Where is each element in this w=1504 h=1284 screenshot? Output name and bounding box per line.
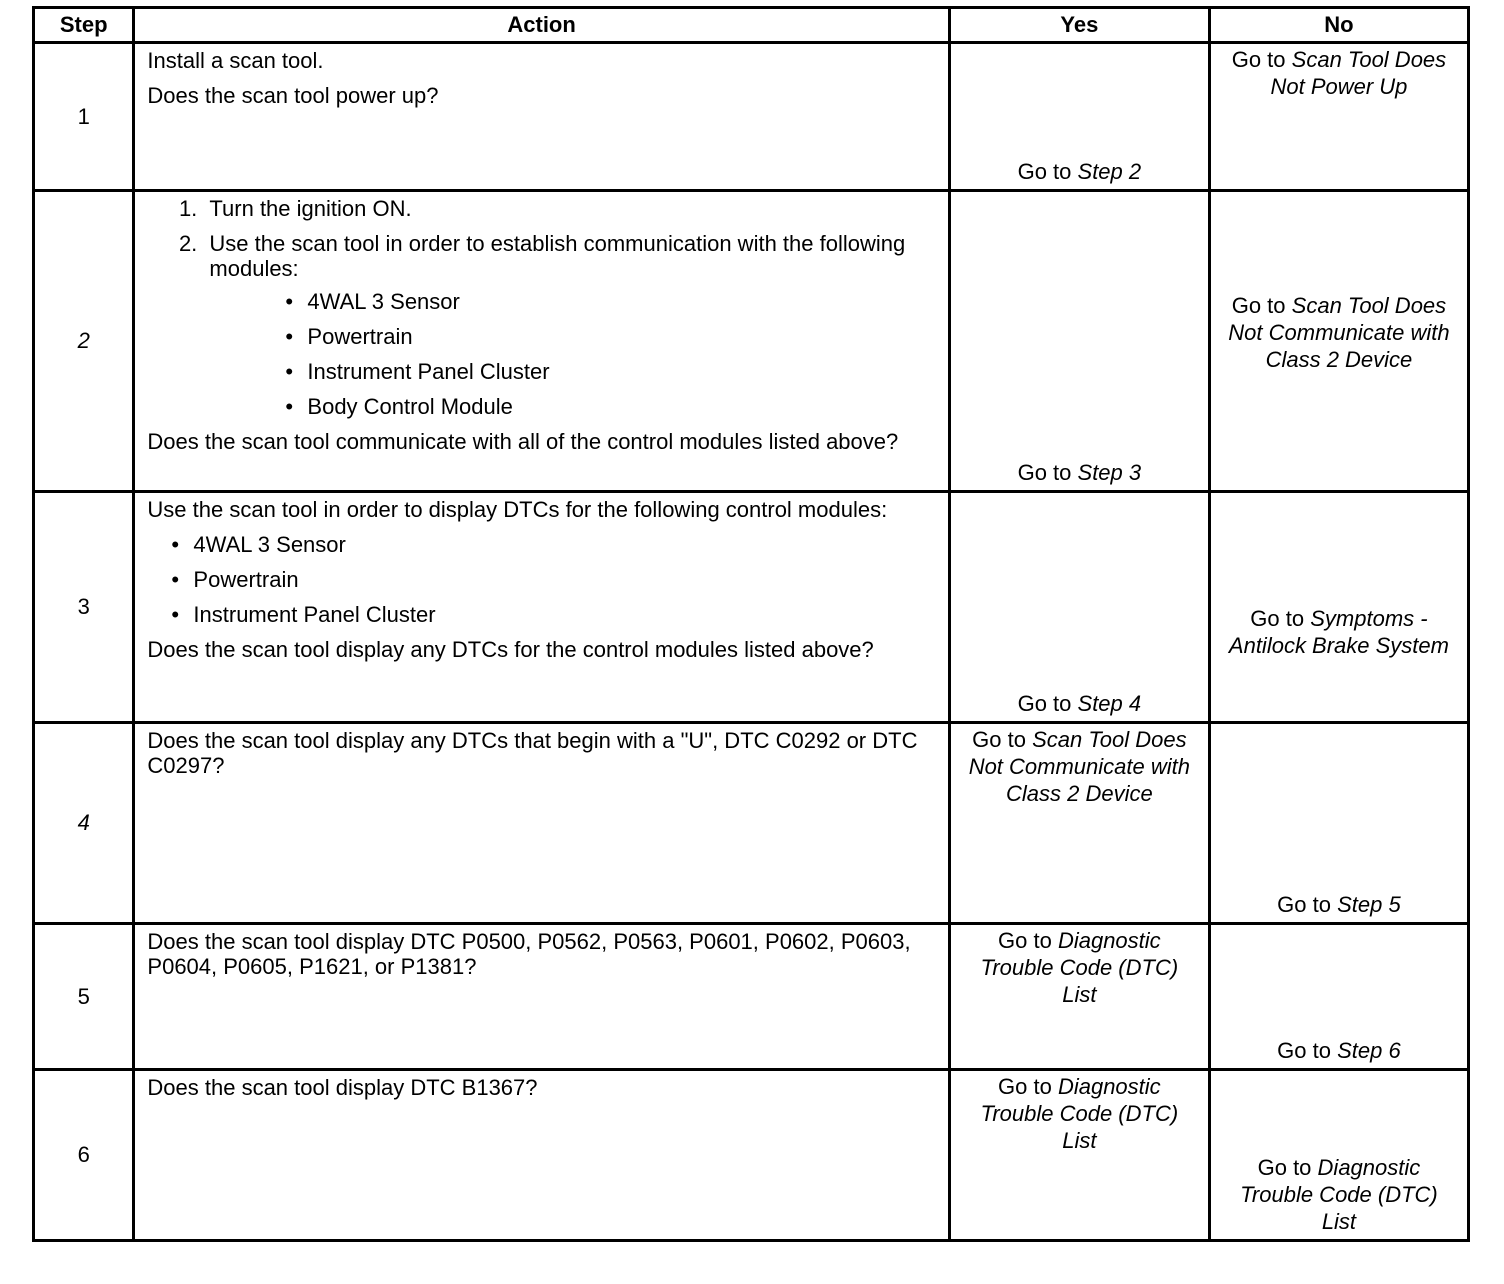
action-cell: [134, 492, 949, 723]
table-row: [34, 43, 1469, 191]
action-cell: [134, 43, 949, 191]
yes-cell: [949, 191, 1209, 492]
yes-result: [951, 726, 1208, 807]
no-prefix: Go to: [1277, 892, 1331, 917]
yes-link[interactable]: Scan Tool Does Not Communicate with Class 2 Device: [968, 727, 1190, 806]
module-item: • Instrument Panel Cluster: [279, 359, 937, 384]
yes-result: [951, 158, 1208, 185]
action-question: Does the scan tool display any DTCs for the control modules listed above?: [147, 637, 874, 662]
yes-result: [951, 690, 1208, 717]
no-link[interactable]: Scan Tool Does Not Power Up: [1270, 47, 1447, 99]
no-cell: [1209, 924, 1468, 1070]
action-step-text: Use the scan tool in order to establish communication with the following modules:: [209, 231, 906, 281]
step-number: 5: [34, 924, 134, 1070]
no-result: [1211, 46, 1467, 100]
yes-cell: [949, 924, 1209, 1070]
no-result: [1211, 891, 1467, 918]
no-link[interactable]: Step 6: [1337, 1038, 1401, 1063]
yes-link[interactable]: Step 2: [1077, 159, 1142, 184]
yes-cell: [949, 492, 1209, 723]
yes-result: [951, 459, 1208, 486]
action-question: Does the scan tool communicate with all of the control modules listed above?: [147, 429, 899, 454]
action-intro: Use the scan tool in order to display DTCs for the following control modules:: [147, 497, 888, 522]
no-link[interactable]: Diagnostic Trouble Code (DTC) List: [1240, 1155, 1438, 1234]
diagnostic-table: [32, 6, 1470, 1242]
yes-link[interactable]: Diagnostic Trouble Code (DTC) List: [980, 1074, 1179, 1153]
yes-prefix: Go to: [998, 1074, 1052, 1099]
action-steps: [147, 196, 937, 419]
header-step: Step: [34, 8, 134, 43]
table-row: [34, 492, 1469, 723]
no-result: [1211, 605, 1467, 659]
yes-link[interactable]: Step 3: [1077, 460, 1142, 485]
no-prefix: Go to: [1231, 293, 1286, 318]
no-result: [1211, 292, 1467, 373]
yes-prefix: Go to: [1017, 691, 1072, 716]
header-yes: Yes: [949, 8, 1209, 43]
no-link[interactable]: Symptoms - Antilock Brake System: [1228, 606, 1449, 658]
module-item: • Body Control Module: [279, 394, 937, 419]
module-item: • Instrument Panel Cluster: [171, 602, 937, 627]
module-item: • 4WAL 3 Sensor: [171, 532, 937, 557]
step-number: 1: [34, 43, 134, 191]
module-item: • 4WAL 3 Sensor: [279, 289, 937, 314]
action-intro: Install a scan tool.: [147, 48, 324, 73]
yes-prefix: Go to: [972, 727, 1026, 752]
no-cell: [1209, 43, 1468, 191]
table-row: [34, 924, 1469, 1070]
action-cell: [134, 924, 949, 1070]
action-step-item: 1. Turn the ignition ON.: [203, 196, 937, 221]
no-cell: [1209, 191, 1468, 492]
step-number: 3: [34, 492, 134, 723]
yes-prefix: Go to: [1017, 159, 1072, 184]
module-list: [147, 532, 937, 627]
action-question: Does the scan tool display any DTCs that begin with a "U", DTC C0292 or DTC C0297?: [147, 728, 918, 778]
action-question: Does the scan tool display DTC B1367?: [147, 1075, 538, 1100]
module-list: [209, 289, 937, 419]
table-row: [34, 191, 1469, 492]
no-link[interactable]: Scan Tool Does Not Communicate with Class 2 Device: [1228, 293, 1450, 372]
step-number: 2: [34, 191, 134, 492]
yes-link[interactable]: Diagnostic Trouble Code (DTC) List: [980, 928, 1179, 1007]
yes-prefix: Go to: [1017, 460, 1072, 485]
step-number: 4: [34, 723, 134, 924]
header-action: Action: [134, 8, 949, 43]
action-cell: [134, 723, 949, 924]
step-number: 6: [34, 1070, 134, 1241]
module-item: • Powertrain: [279, 324, 937, 349]
yes-cell: [949, 1070, 1209, 1241]
no-prefix: Go to: [1250, 606, 1305, 631]
action-step-item: [203, 231, 937, 419]
header-no: No: [1209, 8, 1468, 43]
no-cell: [1209, 723, 1468, 924]
yes-link[interactable]: Step 4: [1077, 691, 1142, 716]
no-prefix: Go to: [1257, 1155, 1312, 1180]
yes-cell: [949, 43, 1209, 191]
yes-result: [951, 927, 1208, 1008]
no-cell: [1209, 492, 1468, 723]
yes-prefix: Go to: [998, 928, 1052, 953]
no-cell: [1209, 1070, 1468, 1241]
action-cell: [134, 191, 949, 492]
no-result: [1211, 1154, 1467, 1235]
no-link[interactable]: Step 5: [1337, 892, 1401, 917]
no-prefix: Go to: [1277, 1038, 1331, 1063]
table-row: [34, 1070, 1469, 1241]
no-result: [1211, 1037, 1467, 1064]
action-question: Does the scan tool display DTC P0500, P0562, P0563, P0601, P0602, P0603, P0604, P0605, P1621, or P1381?: [147, 929, 911, 979]
no-prefix: Go to: [1231, 47, 1286, 72]
action-cell: [134, 1070, 949, 1241]
module-item: • Powertrain: [171, 567, 937, 592]
action-question: Does the scan tool power up?: [147, 83, 439, 108]
yes-cell: [949, 723, 1209, 924]
table-row: [34, 723, 1469, 924]
header-row: [34, 8, 1469, 43]
yes-result: [951, 1073, 1208, 1154]
